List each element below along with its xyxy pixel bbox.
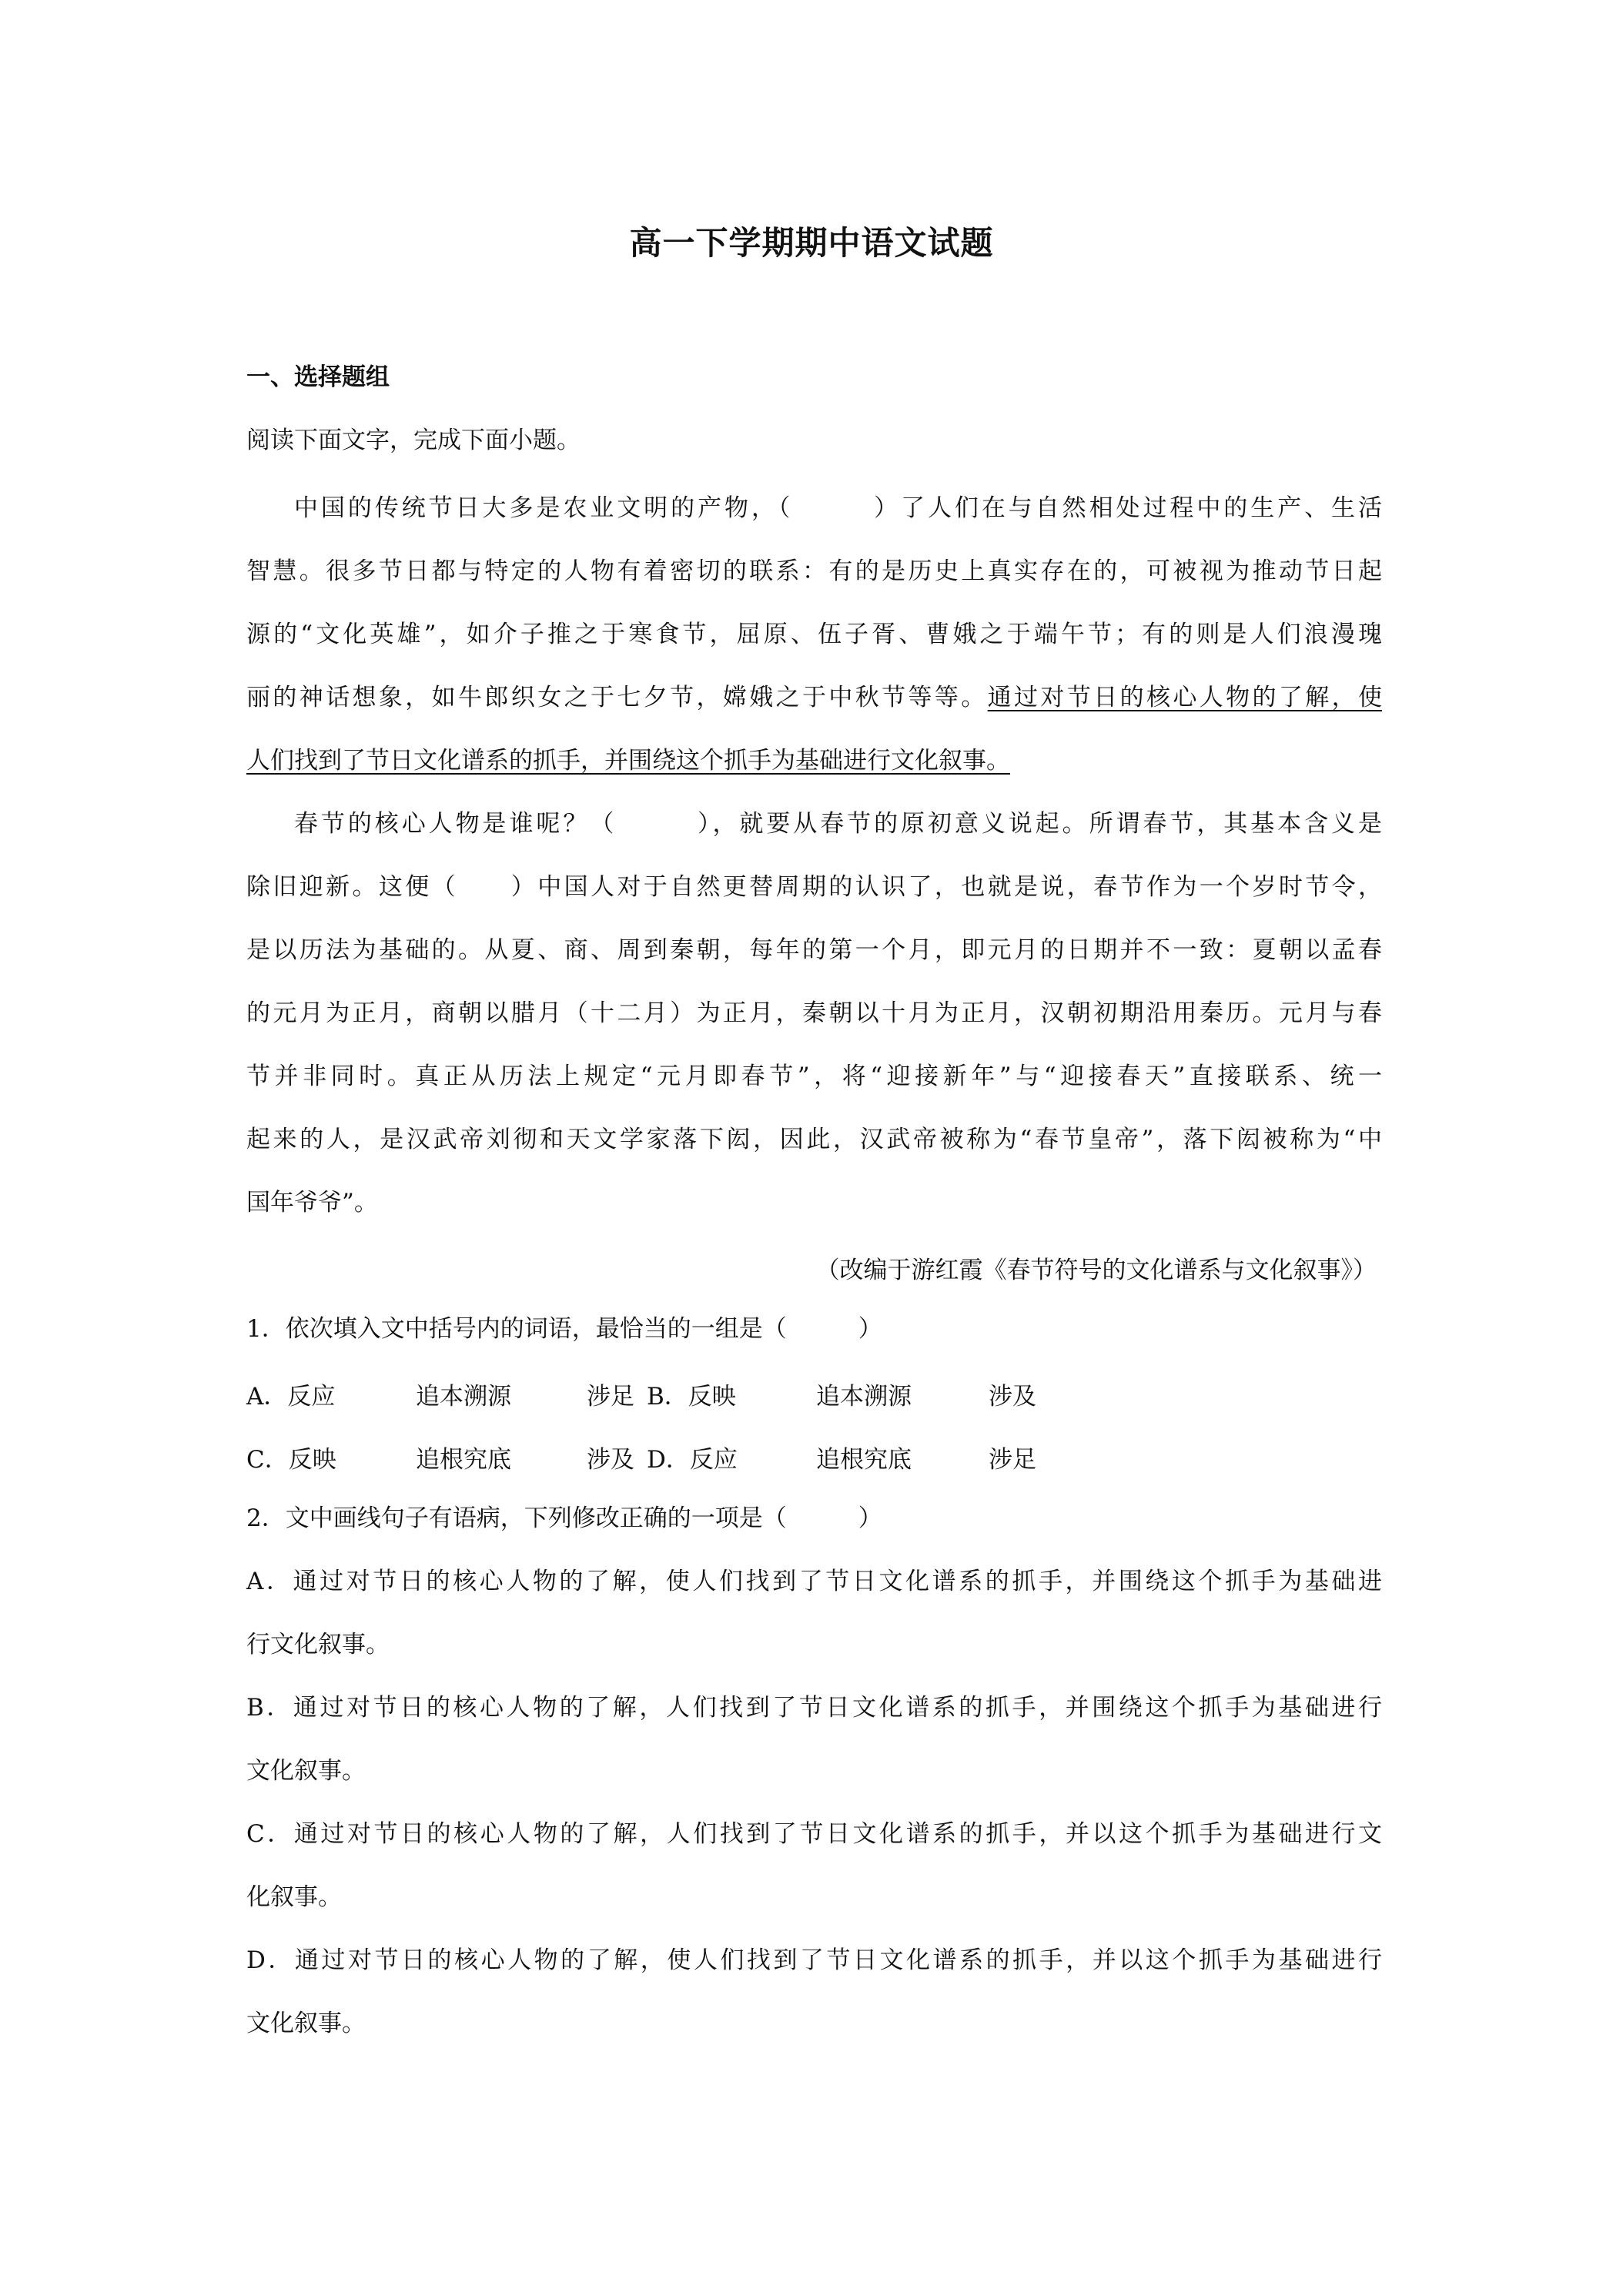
question-2-option-b: B．通过对节日的核心人物的了解，人们找到了节日文化谱系的抓手，并围绕这个抓手为基础进行 (246, 1694, 1382, 1722)
question-2-option-c-cont: 化叙事。 (246, 1883, 342, 1911)
passage-line: 的元月为正月，商朝以腊月（十二月）为正月，秦朝以十月为正月，汉朝初期沿用秦历。元月与春 (246, 999, 1382, 1027)
question-2-stem: 2．文中画线句子有语病，下列修改正确的一项是（ ） (246, 1504, 882, 1532)
exam-page: 高一下学期期中语文试题 一、选择题组 阅读下面文字，完成下面小题。 中国的传统节日大多是农业文明的产物，（ ）了人们在与自然相处过程中的生产、生活 智慧。很多节日都与特定的人物有着密切的联系：有的是历史上真实存在的，可被视为推动节日起 源的“文化英雄”，如介子推之于寒食节，屈原、伍子胥、曹娥之于端午节；有的则是人们浪漫瑰 丽的神话想象，如牛郎织女之于七夕节，嫦娥之于中秋节等等。通过对节日的核心人物的了解，使 人们找到了节日文化谱系的抓手，并围绕这个抓手为基础进行文化叙事。 春节的核心人物是谁呢？（ ），就要从春节的原初意义说起。所谓春节，其基本含义是 除旧迎新。这便（ ）中国人对于自然更替周期的认识了，也就是说，春节作为一个岁时节令， 是以历法为基础的。从夏、商、周到秦朝，每年的第一个月，即元月的日期并不一致：夏朝以孟春 的元月为正月，商朝以腊月（十二月）为正月，秦朝以十月为正月，汉朝初期沿用秦历。元月与春 节并非同时。真正从历法上规定“元月即春节”，将“迎接新年”与“迎接春天”直接联系、统一 起来的人，是汉武帝刘彻和天文学家落下闳，因此，汉武帝被称为“春节皇帝”，落下闳被称为“中 国年爷爷”。 （改编于游红霞《春节符号的文化谱系与文化叙事》） 1．依次填入文中括号内的词语，最恰当的一组是（ ） A．反应 追本溯源 涉足 B．反映 追本溯源 涉及 C．反映 追根究底 涉及 D．反应 追根究底 涉足 2．文中画线句子有语病，下列修改正确的一项是（ ） A．通过对节日的核心人物的了解，使人们找到了节日文化谱系的抓手，并围绕这个抓手为基础进 行文化叙事。 B．通过对节日的核心人物的了解，人们找到了节日文化谱系的抓手，并围绕这个抓手为基础进行 文化叙事。 C．通过对节日的核心人物的了解，人们找到了节日文化谱系的抓手，并以这个抓手为基础进行文 化叙事。 D．通过对节日的核心人物的了解，使人们找到了节日文化谱系的抓手，并以这个抓手为基础进行 文化叙事。 (0, 0, 1623, 2296)
question-2-option-a-cont: 行文化叙事。 (246, 1631, 390, 1658)
passage-line (246, 682, 1382, 713)
document-title: 高一下学期期中语文试题 (629, 224, 994, 262)
passage-source: （改编于游红霞《春节符号的文化谱系与文化叙事》） (815, 1257, 1377, 1284)
question-2-option-b-cont: 文化叙事。 (246, 1757, 366, 1785)
underlined-sentence: 人们找到了节日文化谱系的抓手，并围绕这个抓手为基础进行文化叙事。 (246, 747, 1010, 775)
passage-text: 丽的神话想象，如牛郎织女之于七夕节，嫦娥之于中秋节等等。 (246, 684, 988, 711)
section-heading: 一、选择题组 (246, 363, 390, 391)
passage-line (246, 745, 1010, 776)
passage-line: 国年爷爷”。 (246, 1189, 378, 1217)
passage-line: 智慧。很多节日都与特定的人物有着密切的联系：有的是历史上真实存在的，可被视为推动节日起 (246, 557, 1382, 585)
instruction: 阅读下面文字，完成下面小题。 (246, 427, 581, 454)
passage-line: 节并非同时。真正从历法上规定“元月即春节”，将“迎接新年”与“迎接春天”直接联系、统一 (246, 1063, 1382, 1090)
question-2-option-d-cont: 文化叙事。 (246, 2010, 366, 2037)
question-1-stem: 1．依次填入文中括号内的词语，最恰当的一组是（ ） (246, 1315, 882, 1343)
passage-line: 春节的核心人物是谁呢？（ ），就要从春节的原初意义说起。所谓春节，其基本含义是 (294, 810, 1382, 838)
passage-line: 中国的传统节日大多是农业文明的产物，（ ）了人们在与自然相处过程中的生产、生活 (294, 494, 1382, 522)
passage-line: 是以历法为基础的。从夏、商、周到秦朝，每年的第一个月，即元月的日期并不一致：夏朝以孟春 (246, 936, 1382, 964)
question-2-option-a: A．通过对节日的核心人物的了解，使人们找到了节日文化谱系的抓手，并围绕这个抓手为基础进 (246, 1568, 1382, 1595)
passage-line: 除旧迎新。这便（ ）中国人对于自然更替周期的认识了，也就是说，春节作为一个岁时节令， (246, 873, 1382, 901)
underlined-sentence: 通过对节日的核心人物的了解，使 (987, 684, 1383, 711)
question-2-option-d: D．通过对节日的核心人物的了解，使人们找到了节日文化谱系的抓手，并以这个抓手为基础进行 (246, 1946, 1382, 1974)
passage-line: 源的“文化英雄”，如介子推之于寒食节，屈原、伍子胥、曹娥之于端午节；有的则是人们浪漫瑰 (246, 621, 1382, 648)
passage-line: 起来的人，是汉武帝刘彻和天文学家落下闳，因此，汉武帝被称为“春节皇帝”，落下闳被称为“中 (246, 1126, 1382, 1153)
question-2-option-c: C．通过对节日的核心人物的了解，人们找到了节日文化谱系的抓手，并以这个抓手为基础进行文 (246, 1820, 1382, 1848)
